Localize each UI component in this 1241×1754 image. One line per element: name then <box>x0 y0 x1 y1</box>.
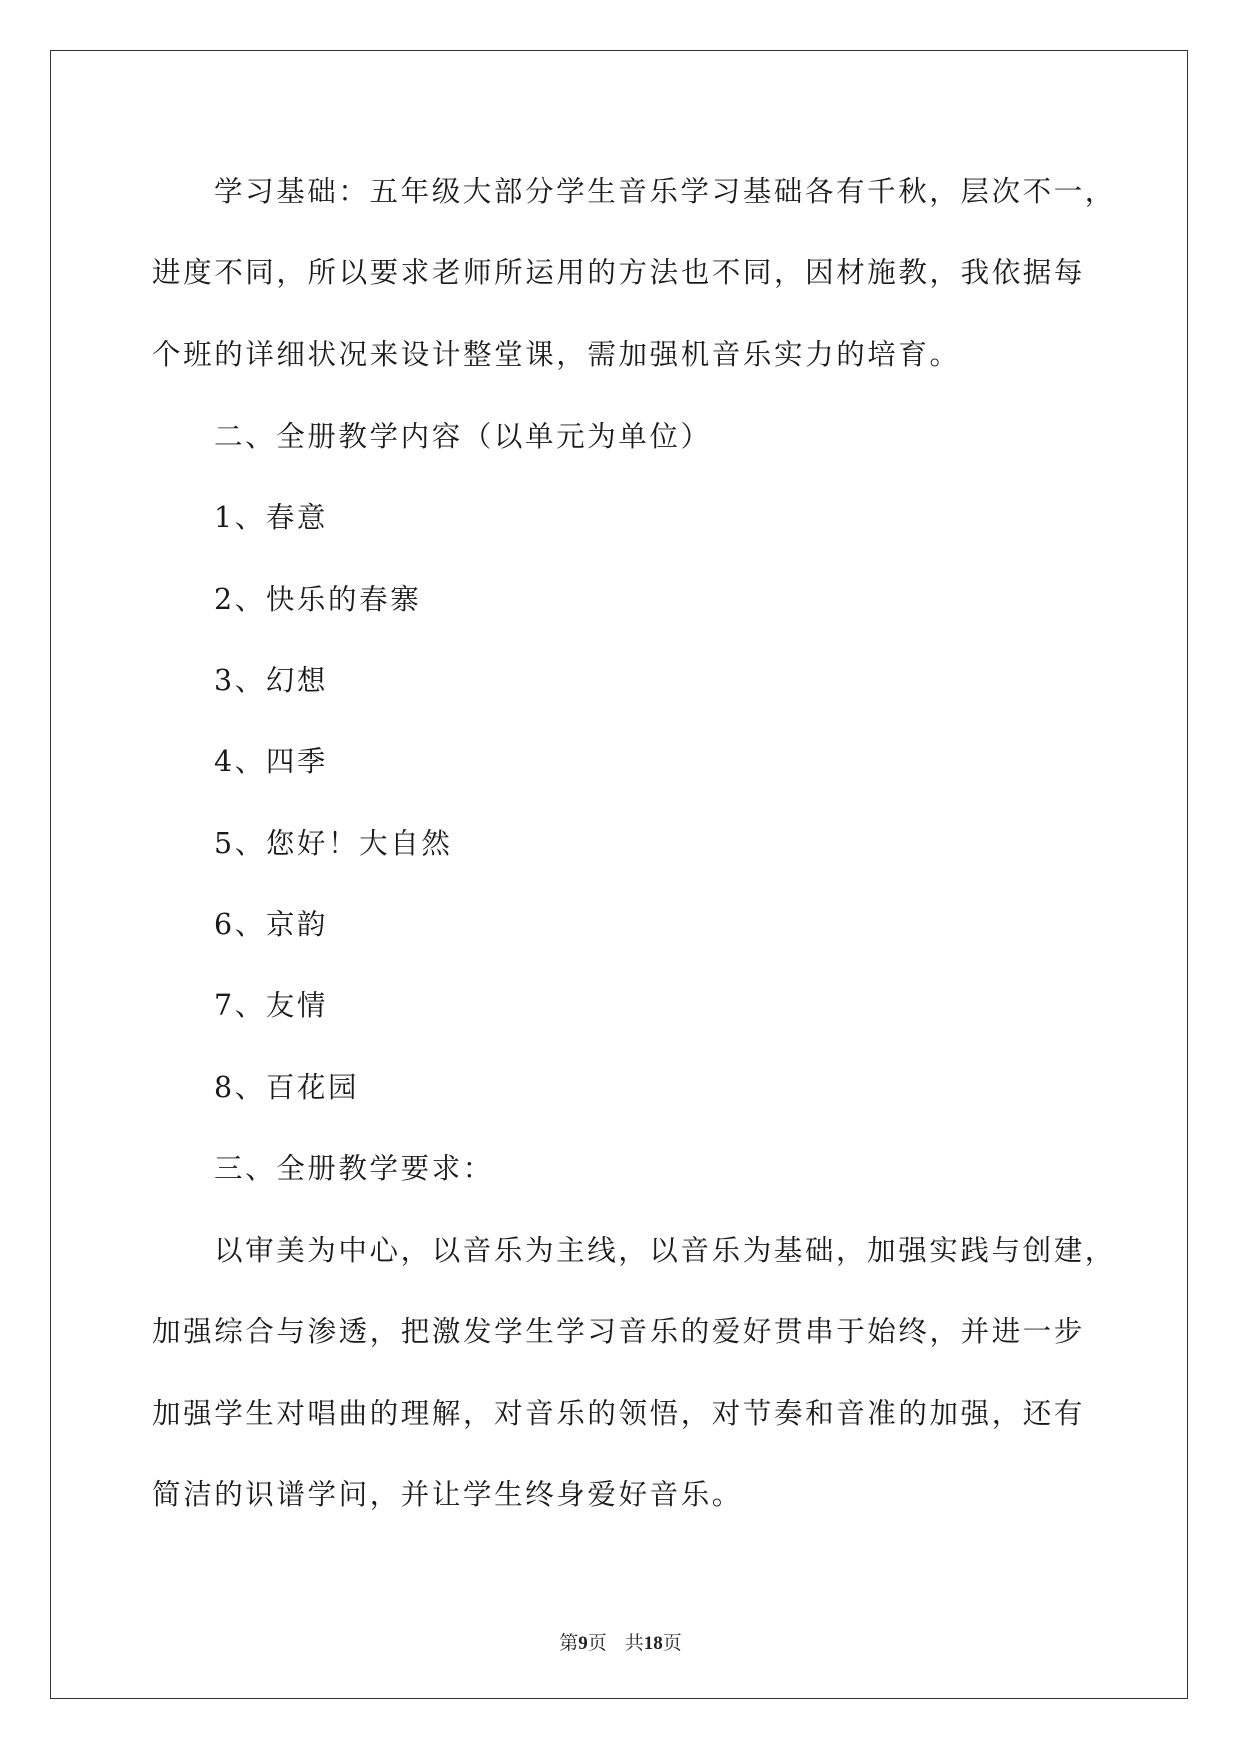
page-border <box>50 50 1188 1699</box>
paragraph-requirements-line-4: 简洁的识谱学问，并让学生终身爱好音乐。 <box>152 1478 743 1511</box>
unit-item: 5、您好！大自然 <box>214 827 453 860</box>
paragraph-requirements-line-1: 以审美为中心，以音乐为主线，以音乐为基础，加强实践与创建， <box>214 1234 1116 1267</box>
section-heading-content: 二、全册教学内容（以单元为单位） <box>214 420 712 453</box>
footer-page-number: 9 <box>578 1633 588 1654</box>
unit-item: 6、京韵 <box>214 908 329 941</box>
section-heading-requirements: 三、全册教学要求： <box>214 1152 494 1185</box>
footer-total-pages: 18 <box>643 1633 663 1654</box>
paragraph-learning-basis-line-2: 进度不同，所以要求老师所运用的方法也不同，因材施教，我依据每 <box>152 256 1086 289</box>
unit-item: 3、幻想 <box>214 664 329 697</box>
footer-page-prefix: 第 <box>559 1632 579 1654</box>
unit-item: 7、友情 <box>214 989 329 1022</box>
paragraph-learning-basis-line-3: 个班的详细状况来设计整堂课，需加强机音乐实力的培育。 <box>152 338 961 371</box>
unit-item: 1、春意 <box>214 501 329 534</box>
unit-item: 2、快乐的春寨 <box>214 583 422 616</box>
unit-item: 8、百花园 <box>214 1071 360 1104</box>
footer-total-suffix: 页 <box>662 1632 682 1654</box>
footer-page-suffix: 页 <box>587 1632 607 1654</box>
paragraph-requirements-line-3: 加强学生对唱曲的理解，对音乐的领悟，对节奏和音准的加强，还有 <box>152 1397 1086 1430</box>
paragraph-learning-basis-line-1: 学习基础：五年级大部分学生音乐学习基础各有千秋，层次不一， <box>214 175 1116 208</box>
unit-item: 4、四季 <box>214 745 329 778</box>
footer-total-prefix: 共 <box>624 1632 644 1654</box>
paragraph-requirements-line-2: 加强综合与渗透，把激发学生学习音乐的爱好贯串于始终，并进一步 <box>152 1315 1086 1348</box>
page-footer <box>0 1628 1241 1655</box>
